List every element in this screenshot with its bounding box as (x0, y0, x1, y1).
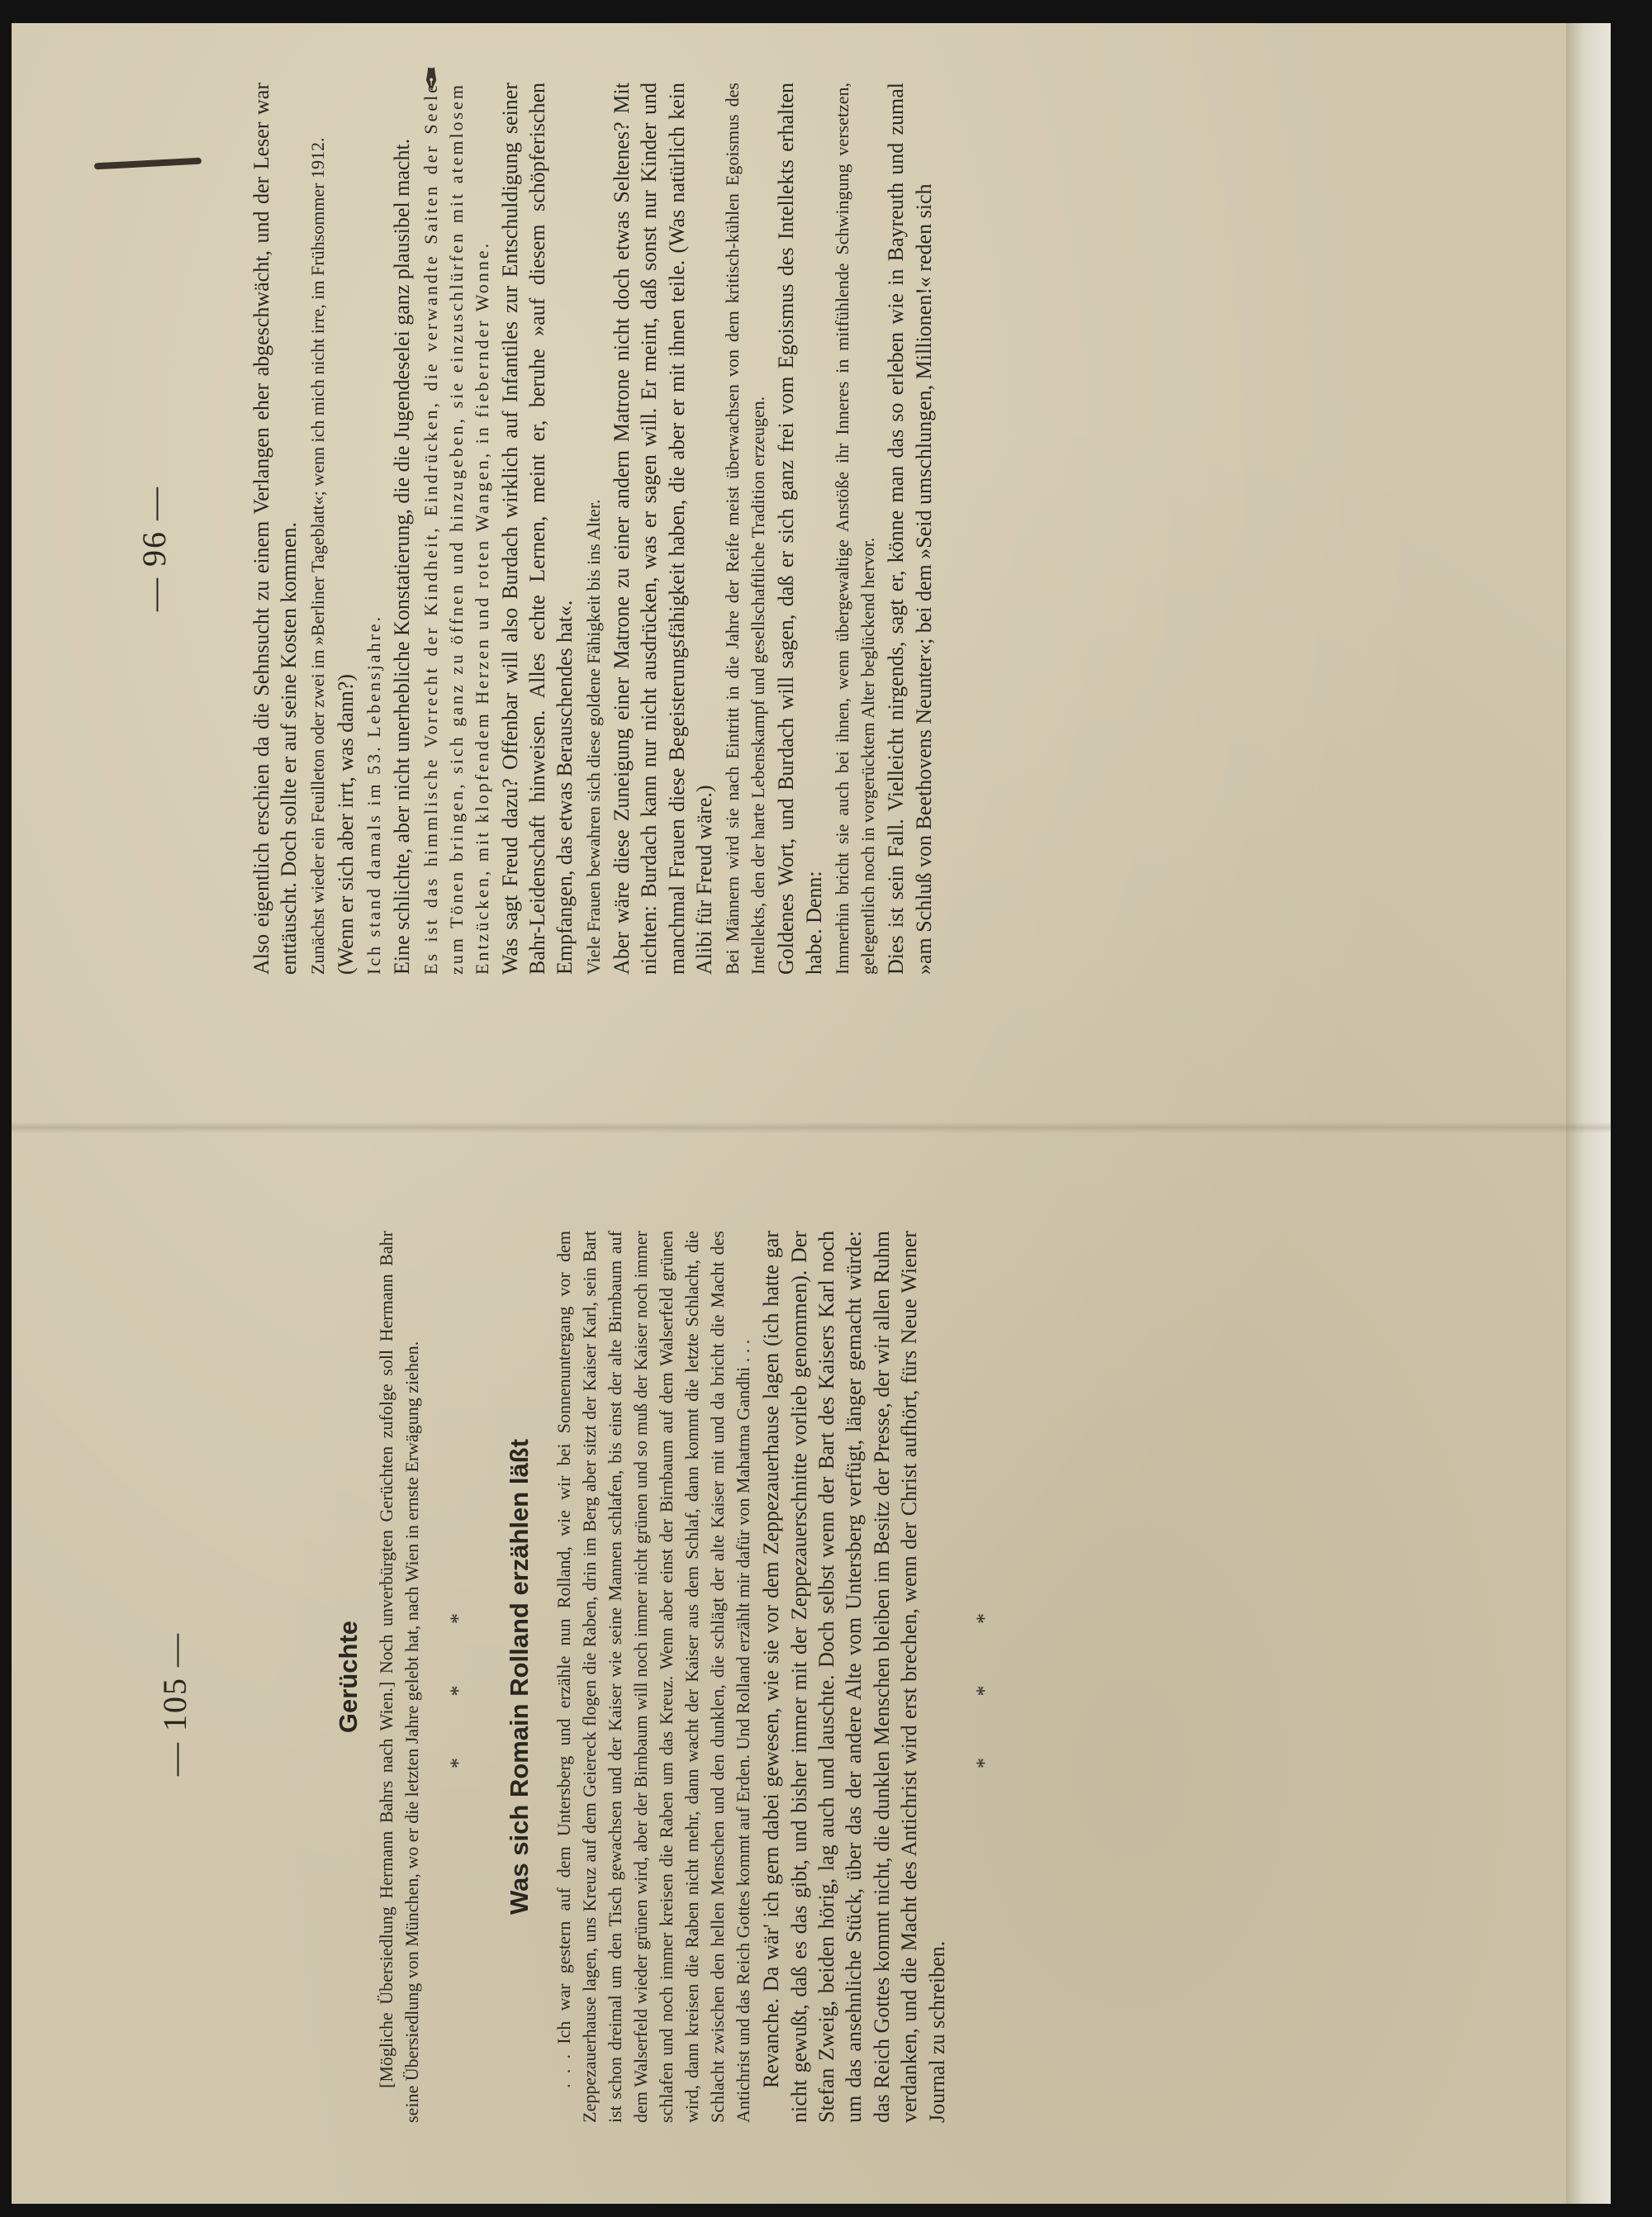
paragraph: (Wenn er sich aber irrt, was dann?) (333, 674, 358, 975)
ink-mark (94, 158, 202, 170)
paragraph: Also eigentlich erschien da die Sehnsucht zu einem Verlangen eher abgeschwächt, und der Leser war enttäuscht. Doch sollte er auf seine Kosten kommen. (249, 83, 301, 975)
section-title: Gerüchte (334, 1620, 363, 1734)
page-96-body (248, 83, 939, 975)
paragraph: . . . Ich war gestern auf dem Untersberg und erzähle nun Rolland, wie wir bei Sonnenuntergang vor dem Zeppezauerhause lagen, uns Kreuz auf dem Geiereck flogen die Raben, drin im Berg aber sitzt der Kaiser Karl, sein Bart ist schon dreimal um den Tisch gewachsen und der Kaiser wie seine Mannen schlafen, bis einst der alte Birnbaum auf dem Walserfeld wieder grünen wird, aber der Birnbaum will noch immer nicht grünen und so muß der Kaiser noch immer schlafen und noch immer kreisen die Raben um das Kreuz. Wenn aber einst der Birnbaum auf dem Walserfeld grünen wird, dann kreisen die Raben nicht mehr, dann wacht der Kaiser aus dem Schlaf, dann kommt die letzte Schlacht, die Schlacht zwischen den hellen Menschen und den dunklen, die schlägt der alte Kaiser mit und da bricht die Macht des Antichrist und das Reich Gottes kommt auf Erden. Und Rolland erzählt mir dafür von Mahatma Gandhi . . . (553, 1231, 754, 2123)
paragraph: Immerhin bricht sie auch bei ihnen, wenn übergewaltige Anstöße ihr Inneres in mitfühlende Schwingung versetzen, gelegentlich noch in vorgerücktem Alter beglückend hervor. (832, 83, 879, 975)
separator-stars: * * * (446, 1585, 471, 1768)
paragraph: Was sagt Freud dazu? Offenbar will also Burdach wirklich auf Infantiles zur Entschuldigung seiner Bahr-Leidenschaft hinweisen. Alles echte Lernen, meint er, beruhe »auf diesem schöpferischen Empfangen, das etwas Berauschendes hat«. (497, 83, 577, 975)
paper-edge (1566, 23, 1611, 2204)
paragraph: Eine schlichte, aber nicht unerhebliche Konstatierung, die die Jugendeselei ganz plausibel macht. (390, 138, 415, 975)
separator-stars: * * * (972, 1585, 997, 1768)
paragraph: Bei Männern wird sie nach Eintritt in die Jahre der Reife meist überwachsen von dem kritisch-kühlen Egoismus des Intellekts, den der harte Lebenskampf und gesellschaftliche Tradition erzeugen. (722, 83, 769, 975)
ink-blot-icon: ✒ (411, 64, 449, 93)
paragraph: Ich stand damals im 53. Lebensjahre. (363, 614, 385, 975)
page-96 (135, 83, 1520, 975)
page-fold (12, 1122, 1611, 1133)
paragraph: Revanche. Da wär' ich gern dabei gewesen, wie sie vor dem Zeppezauerhause lagen (ich hatte gar nicht gewußt, daß es das gibt, und bisher immer mit der Zeppezauerschnitte vorlieb genommen). Der Stefan Zweig, beiden hörig, lag auch und lauschte. Doch selbst wenn der Bart des Kaisers Karl noch um das ansehnliche Stück, über das der andere Alte vom Untersberg verfügt, länger gemacht würde: das Reich Gottes kommt nicht, die dunklen Menschen bleiben im Besitz der Presse, der wir allen Ruhm verdanken, und die Macht des Antichrist wird erst brechen, wenn der Christ aufhört, fürs Neue Wiener Journal zu schreiben. (759, 1231, 949, 2123)
page-105 (156, 1231, 1520, 2123)
news-item: [Mögliche Übersiedlung Hermann Bahrs nach Wien.] Noch unverbürgten Gerüchten zufolge soll Hermann Bahr seine Übersiedlung von München, wo er die letzten Jahre gelebt hat, nach Wien in ernste Erwägung ziehen. (376, 1231, 423, 2123)
paragraph: Goldenes Wort, und Burdach will sagen, daß er sich ganz frei vom Egoismus des Intellekts erhalten habe. Denn: (774, 83, 826, 975)
paragraph: Viele Frauen bewahren sich diese goldene Fähigkeit bis ins Alter. (582, 499, 604, 975)
page-105-body (335, 1231, 1018, 2123)
paragraph: Zunächst wieder ein Feuilleton oder zwei im »Berliner Tageblatt«; wenn ich mich nicht irre, im Frühsommer 1912. (306, 137, 328, 975)
paragraph: Dies ist sein Fall. Vielleicht nirgends, sagt er, könne man das so erleben wie in Bayreuth und zumal »am Schluß von Beethovens Neunter«; bei dem »Seid umschlungen, Millionen!« reden sich (884, 83, 936, 975)
page-number: — 105 — (156, 1632, 193, 1776)
article-title: Was sich Romain Rolland erzählen läßt (504, 1439, 534, 1915)
page-number: — 96 — (135, 486, 173, 611)
paragraph: Es ist das himmlische Vorrecht der Kindheit, Eindrücken, die verwandte Saiten der Seele zum Tönen bringen, sich ganz zu öffnen und hinzugeben, sie einzuschlürfen mit atemlosem Entzücken, mit klopfendem Herzen und roten Wangen, in fiebernder Wonne. (420, 83, 492, 975)
paragraph: Aber wäre diese Zuneigung einer Matrone zu einer andern Matrone nicht doch etwas Seltenes? Mit nichten: Burdach kann nur nicht ausdrücken, was er sagen will. Er meint, daß sonst nur Kinder und manchmal Frauen diese Begeisterungsfähigkeit haben, die aber er mit ihnen teile. (Was natürlich kein Alibi für Freud wäre.) (609, 83, 717, 975)
